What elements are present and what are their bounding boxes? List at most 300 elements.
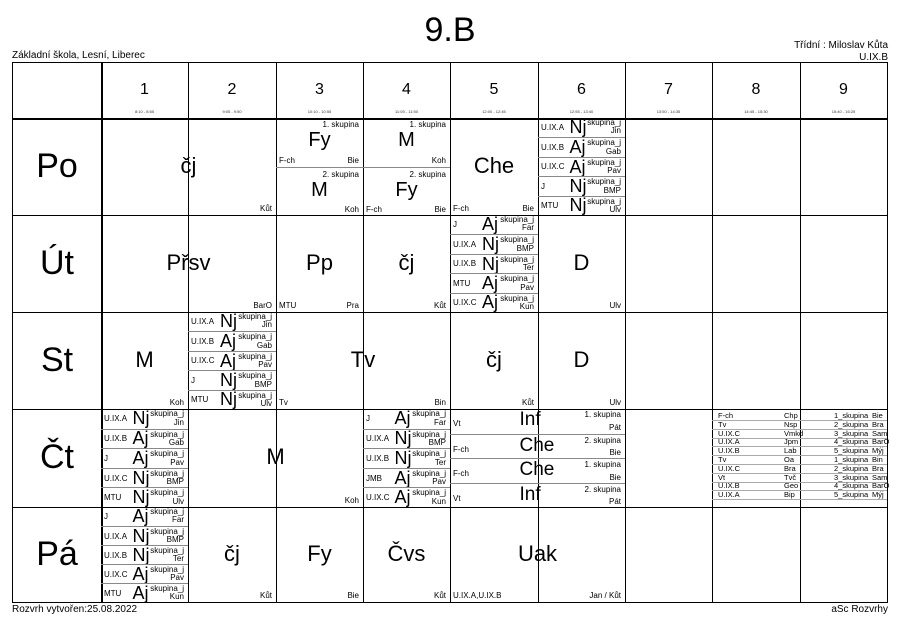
group-subject: Nj [132, 467, 150, 488]
group-class: U.IX.B [541, 143, 565, 153]
group-teacher: Ter [434, 457, 446, 467]
elective-c: 3_skupina [834, 428, 869, 438]
elective-b: Nsp [784, 419, 798, 429]
lesson-subject: Přsv [166, 249, 211, 275]
group-name: skupina_j [587, 138, 621, 148]
group-subject: Aj [132, 448, 149, 468]
class-teacher [794, 40, 888, 64]
lesson-group: 1. skupina [584, 410, 621, 419]
split-lessons-cell[interactable] [450, 409, 625, 507]
group-name: skupina_j [150, 429, 184, 439]
group-teacher: Far [172, 515, 184, 524]
period-time: 12:00 - 12:45 [482, 109, 506, 114]
group-subject: Nj [394, 448, 412, 468]
lesson-subject: Inf [519, 483, 541, 505]
elective-c: 3_skupina [834, 472, 869, 482]
lesson-group: 2. skupina [584, 435, 621, 445]
lesson-subject: Che [473, 152, 515, 178]
group-class: U.IX.A [366, 434, 390, 444]
group-name: skupina_j [150, 449, 184, 459]
group-teacher: Jin [173, 417, 184, 427]
group-name: skupina_j [500, 293, 534, 303]
lesson-teacher: Koh [344, 496, 359, 505]
group-name: skupina_j [150, 584, 184, 593]
group-class: U.IX.C [104, 569, 128, 579]
group-subject: Nj [132, 525, 150, 546]
lesson-cell[interactable] [276, 507, 363, 602]
lesson-subject: Inf [519, 409, 541, 431]
period-time: 9:05 - 9:50 [222, 109, 242, 114]
elective-b: Bra [784, 463, 796, 473]
language-group-row[interactable] [363, 468, 450, 489]
lesson-room: F-ch [453, 204, 469, 213]
group-subject: Nj [569, 116, 587, 137]
group-teacher: Ter [172, 554, 184, 563]
lesson-room: Tv [279, 398, 288, 407]
group-subject: Aj [220, 350, 237, 371]
elective-c: 5_skupina [834, 490, 869, 500]
group-subject: Nj [569, 195, 587, 216]
language-group-row[interactable] [101, 507, 188, 526]
lesson-subject: Uak [517, 540, 558, 566]
language-group-row[interactable] [363, 429, 450, 450]
elective-d: Bie [872, 411, 883, 420]
lesson-cell[interactable] [101, 118, 276, 215]
lesson-teacher: BarO [253, 301, 272, 310]
lesson-teacher: Kůt [433, 591, 446, 600]
lesson-room: F-ch [453, 444, 469, 454]
elective-c: 1_skupina [834, 411, 869, 420]
elective-a: Tv [718, 419, 727, 429]
elective-c: 5_skupina [834, 446, 869, 456]
language-group-row[interactable] [538, 176, 625, 196]
period-number: 3 [315, 81, 324, 98]
period-number: 8 [751, 81, 761, 98]
split-lesson-row[interactable] [450, 434, 625, 460]
group-class: U.IX.B [366, 453, 390, 463]
language-group-row[interactable] [188, 312, 276, 331]
group-class: MTU [541, 201, 559, 211]
language-groups-cell[interactable] [538, 118, 625, 215]
group-teacher: Pav [170, 573, 184, 582]
lesson-cell[interactable] [538, 215, 625, 312]
group-name: skupina_j [150, 546, 184, 555]
lesson-room: F-ch [366, 205, 382, 214]
day-label: Pá [36, 534, 78, 573]
language-group-row[interactable] [450, 215, 538, 234]
group-name: skupina_j [587, 157, 621, 167]
lesson-teacher: Pát [608, 497, 621, 506]
period-time: 11:05 - 11:50 [395, 109, 418, 114]
lesson-cell[interactable] [363, 507, 450, 602]
language-group-row[interactable] [188, 331, 276, 351]
group-class: U.IX.B [453, 259, 477, 269]
group-subject: Aj [569, 156, 586, 177]
lesson-teacher: Kůt [433, 301, 446, 310]
period-number: 2 [227, 81, 237, 98]
language-group-row[interactable] [101, 429, 188, 450]
period-time: 8:10 - 8:55 [134, 109, 155, 114]
group-teacher: BMP [254, 379, 272, 389]
group-teacher: Jin [610, 126, 621, 136]
elective-a: Tv [718, 455, 727, 464]
group-subject: Aj [132, 505, 149, 526]
group-teacher: Pav [170, 457, 184, 467]
group-lesson-cell[interactable] [363, 167, 450, 217]
group-teacher: Ter [522, 263, 534, 273]
group-class: J [453, 219, 457, 229]
group-name: skupina_j [500, 215, 534, 224]
group-subject: Nj [482, 253, 499, 274]
group-teacher: BMP [516, 243, 534, 253]
lesson-cell[interactable] [188, 507, 276, 602]
day-label: Čt [40, 438, 74, 476]
lesson-teacher: Bie [609, 472, 621, 482]
group-subject: Aj [482, 213, 499, 234]
group-name: skupina_j [500, 235, 534, 245]
group-teacher: BMP [166, 477, 184, 487]
lesson-group: 1. skupina [409, 120, 446, 129]
elective-b: Geo [784, 481, 799, 491]
language-group-row[interactable] [538, 137, 625, 157]
language-group-row[interactable] [363, 409, 450, 429]
lesson-teacher: Koh [169, 398, 184, 407]
lesson-cell[interactable] [276, 312, 450, 409]
lesson-cell[interactable] [101, 215, 276, 312]
lesson-subject: M [398, 129, 415, 152]
group-teacher: BMP [428, 438, 446, 448]
group-teacher: Kun [169, 592, 184, 601]
elective-d: Bin [872, 455, 883, 464]
lesson-subject: M [311, 178, 328, 201]
group-teacher: Jin [261, 320, 272, 330]
group-class: J [191, 375, 195, 385]
elective-d: Mýj [872, 446, 884, 456]
lesson-teacher: Koh [431, 155, 446, 165]
group-subject: Aj [482, 292, 499, 313]
language-group-row[interactable] [101, 468, 188, 489]
group-teacher: Far [434, 417, 446, 427]
lesson-teacher: Kůt [259, 591, 272, 600]
group-class: MTU [191, 395, 209, 405]
split-lesson-row[interactable] [450, 483, 625, 509]
group-name: skupina_j [238, 332, 272, 342]
elective-c: 1_skupina [834, 455, 869, 464]
group-name: skupina_j [150, 409, 184, 418]
lesson-subject: Fy [308, 129, 331, 152]
group-class: U.IX.A [191, 316, 215, 326]
group-teacher: Ulv [172, 496, 184, 506]
group-subject: Nj [132, 487, 150, 508]
lesson-subject: Che [519, 434, 555, 456]
group-teacher: Pav [258, 360, 272, 370]
group-class: U.IX.B [104, 434, 128, 444]
elective-d: BarO [872, 481, 890, 491]
group-subject: Nj [394, 428, 412, 449]
lesson-cell[interactable] [363, 215, 450, 312]
lesson-subject: čj [398, 249, 415, 275]
lesson-room: U.IX.A,U.IX.B [453, 591, 502, 600]
elective-b: Vmkd [784, 428, 804, 438]
lesson-subject: D [573, 249, 590, 275]
lesson-teacher: Kůt [259, 204, 272, 213]
lesson-teacher: Ulv [609, 398, 621, 407]
lesson-cell[interactable] [450, 118, 538, 215]
lesson-teacher: Pát [608, 422, 621, 432]
language-group-row[interactable] [101, 545, 188, 565]
period-time: 12:55 - 13:40 [569, 109, 594, 114]
created-date: Rozvrh vytvořen:25.08.2022 [12, 604, 138, 615]
period-time: 14:45 - 15:30 [744, 109, 768, 114]
group-class: U.IX.B [104, 550, 128, 560]
group-name: skupina_j [412, 488, 446, 498]
group-subject: Aj [220, 331, 237, 352]
software-credit: aSc Rozvrhy [831, 604, 888, 615]
group-name: skupina_j [238, 371, 272, 381]
group-class: JMB [366, 473, 382, 483]
column-divider [712, 63, 713, 602]
lesson-cell[interactable] [450, 312, 538, 409]
lesson-cell[interactable] [188, 409, 363, 507]
lesson-subject: Tv [350, 346, 376, 372]
group-name: skupina_j [238, 312, 272, 321]
group-name: skupina_j [412, 429, 446, 439]
group-name: skupina_j [500, 254, 534, 264]
language-group-row[interactable] [188, 370, 276, 390]
group-lesson-cell[interactable] [276, 167, 363, 217]
lesson-teacher: Bin [434, 398, 446, 407]
lesson-teacher: Koh [344, 205, 359, 214]
language-group-row[interactable] [538, 157, 625, 177]
class-code: U.IX.B [859, 52, 888, 63]
group-class: U.IX.A [104, 531, 128, 541]
elective-a: U.IX.B [718, 446, 740, 456]
class-teacher-line: Třídní : Miloslav Kůta [794, 40, 888, 51]
group-teacher: Kun [519, 301, 534, 311]
language-group-row[interactable] [450, 254, 538, 274]
language-groups-cell[interactable] [450, 215, 538, 312]
elective-b: Oa [784, 455, 795, 464]
group-name: skupina_j [587, 118, 621, 127]
lesson-teacher: Pra [346, 301, 359, 310]
elective-b: Bip [784, 490, 795, 500]
group-teacher: Gab [168, 438, 184, 448]
language-group-row[interactable] [101, 448, 188, 469]
elective-a: U.IX.B [718, 481, 740, 491]
group-class: J [366, 413, 370, 423]
group-class: U.IX.A [453, 240, 477, 250]
page-title: 9.B [424, 11, 476, 49]
lesson-subject: M [135, 346, 154, 372]
language-group-row[interactable] [188, 390, 276, 410]
group-teacher: Pav [607, 166, 621, 176]
lesson-subject: D [573, 346, 590, 372]
timetable-grid [12, 62, 888, 603]
elective-d: BarO [872, 437, 890, 447]
group-subject: Aj [132, 563, 149, 584]
language-group-row[interactable] [101, 564, 188, 584]
lesson-room: F-ch [279, 155, 295, 165]
language-group-row[interactable] [538, 118, 625, 137]
group-subject: Nj [569, 175, 587, 196]
group-class: J [104, 511, 108, 521]
elective-a: U.IX.A [718, 437, 740, 447]
group-class: J [541, 181, 545, 191]
period-number: 5 [489, 81, 499, 98]
group-teacher: Pav [432, 477, 446, 487]
period-number: 9 [839, 81, 848, 98]
language-group-row[interactable] [101, 409, 188, 429]
lesson-subject: Čvs [387, 540, 426, 566]
group-subject: Aj [394, 467, 411, 488]
lesson-teacher: Bie [434, 205, 446, 214]
elective-d: Sam [872, 428, 888, 438]
period-number: 1 [140, 81, 149, 98]
language-group-row[interactable] [363, 448, 450, 469]
group-subject: Aj [482, 272, 499, 293]
lesson-room: Vt [453, 493, 461, 503]
elective-d: Sam [872, 472, 888, 482]
elective-a: U.IX.C [718, 428, 741, 438]
lesson-room: MTU [279, 301, 297, 310]
group-name: skupina_j [412, 409, 446, 418]
period-time: 15:40 - 16:25 [831, 109, 856, 114]
group-class: U.IX.C [366, 493, 390, 503]
split-lesson-row[interactable] [450, 409, 625, 434]
lesson-subject: Fy [307, 540, 332, 566]
language-groups-cell[interactable] [101, 507, 188, 602]
group-teacher: Gab [605, 146, 621, 156]
group-subject: Aj [394, 487, 411, 508]
column-divider [625, 63, 626, 602]
lesson-subject: Pp [306, 249, 333, 275]
group-subject: Nj [132, 407, 150, 428]
group-subject: Aj [132, 582, 149, 603]
language-groups-cell[interactable] [363, 409, 450, 507]
group-name: skupina_j [150, 565, 184, 574]
period-number: 7 [664, 81, 673, 98]
language-groups-cell[interactable] [101, 409, 188, 507]
group-class: MTU [104, 588, 122, 598]
school-name: Základní škola, Lesní, Liberec [12, 50, 145, 61]
language-group-row[interactable] [538, 196, 625, 216]
lesson-group: 2. skupina [584, 484, 621, 494]
period-number: 4 [402, 81, 411, 98]
elective-d: Bra [872, 419, 884, 429]
lesson-teacher: Bie [522, 204, 534, 213]
elective-c: 4_skupina [834, 437, 869, 447]
language-group-row[interactable] [450, 293, 538, 313]
group-teacher: Kun [431, 496, 446, 506]
group-lesson-cell[interactable] [363, 118, 450, 167]
group-teacher: Ulv [260, 398, 272, 408]
group-subject: Aj [132, 428, 149, 449]
language-groups-cell[interactable] [188, 312, 276, 409]
language-group-row[interactable] [450, 273, 538, 293]
group-class: MTU [104, 493, 122, 503]
group-subject: Nj [220, 389, 237, 410]
lesson-group: 1. skupina [584, 460, 621, 469]
group-class: U.IX.C [191, 356, 215, 366]
group-class: U.IX.C [541, 162, 565, 172]
lesson-cell[interactable] [101, 312, 188, 409]
group-teacher: Ulv [609, 204, 621, 214]
lesson-subject: M [266, 444, 285, 469]
group-subject: Aj [394, 407, 411, 428]
language-group-row[interactable] [101, 526, 188, 546]
elective-row[interactable] [712, 490, 887, 500]
elective-a: U.IX.C [718, 463, 741, 473]
group-name: skupina_j [587, 177, 621, 187]
group-name: skupina_j [587, 196, 621, 206]
lesson-subject: Che [519, 459, 555, 481]
lesson-teacher: Bie [609, 448, 621, 457]
language-group-row[interactable] [450, 234, 538, 254]
elective-d: Bra [872, 463, 884, 473]
group-subject: Aj [569, 137, 586, 158]
lesson-subject: čj [486, 346, 502, 372]
lesson-teacher: Ulv [609, 301, 621, 310]
group-name: skupina_j [150, 468, 184, 478]
lesson-group: 1. skupina [322, 120, 359, 129]
split-lesson-row[interactable] [450, 458, 625, 484]
group-class: U.IX.C [453, 298, 477, 308]
lesson-cell[interactable] [450, 507, 625, 602]
elective-list-cell[interactable] [712, 409, 890, 507]
group-subject: Nj [482, 234, 499, 255]
group-lesson-cell[interactable] [276, 118, 363, 167]
column-divider [800, 63, 801, 602]
group-name: skupina_j [412, 468, 446, 478]
group-name: skupina_j [412, 449, 446, 459]
group-class: U.IX.B [191, 337, 215, 347]
elective-c: 2_skupina [834, 419, 869, 429]
period-number: 6 [577, 81, 586, 98]
language-group-row[interactable] [101, 583, 188, 603]
lesson-room: F-ch [453, 469, 469, 479]
lesson-subject: čj [224, 540, 240, 566]
elective-d: Mýj [872, 490, 884, 500]
lesson-subject: čj [180, 152, 197, 178]
language-group-row[interactable] [101, 487, 188, 508]
lesson-teacher: Bie [347, 591, 359, 600]
day-label: Po [36, 146, 78, 185]
elective-a: U.IX.A [718, 490, 740, 500]
group-teacher: Pav [520, 282, 534, 292]
language-group-row[interactable] [363, 487, 450, 508]
elective-b: Tvč [784, 472, 797, 482]
elective-b: Jpm [784, 437, 799, 447]
elective-c: 2_skupina [834, 463, 869, 473]
group-teacher: BMP [166, 535, 184, 544]
elective-c: 4_skupina [834, 481, 869, 491]
lesson-cell[interactable] [538, 312, 625, 409]
lesson-group: 2. skupina [409, 169, 446, 179]
group-name: skupina_j [150, 527, 184, 536]
group-class: U.IX.A [104, 413, 128, 423]
lesson-cell[interactable] [276, 215, 363, 312]
group-subject: Nj [220, 310, 237, 331]
group-teacher: Far [522, 223, 534, 233]
lesson-group: 2. skupina [322, 169, 359, 179]
lesson-teacher: Kůt [521, 398, 534, 407]
lesson-teacher: Bie [347, 155, 359, 165]
group-name: skupina_j [238, 351, 272, 361]
language-group-row[interactable] [188, 351, 276, 371]
day-label: Út [40, 243, 74, 282]
period-time: 10:10 - 10:55 [307, 109, 332, 114]
lesson-subject: Fy [395, 178, 418, 201]
